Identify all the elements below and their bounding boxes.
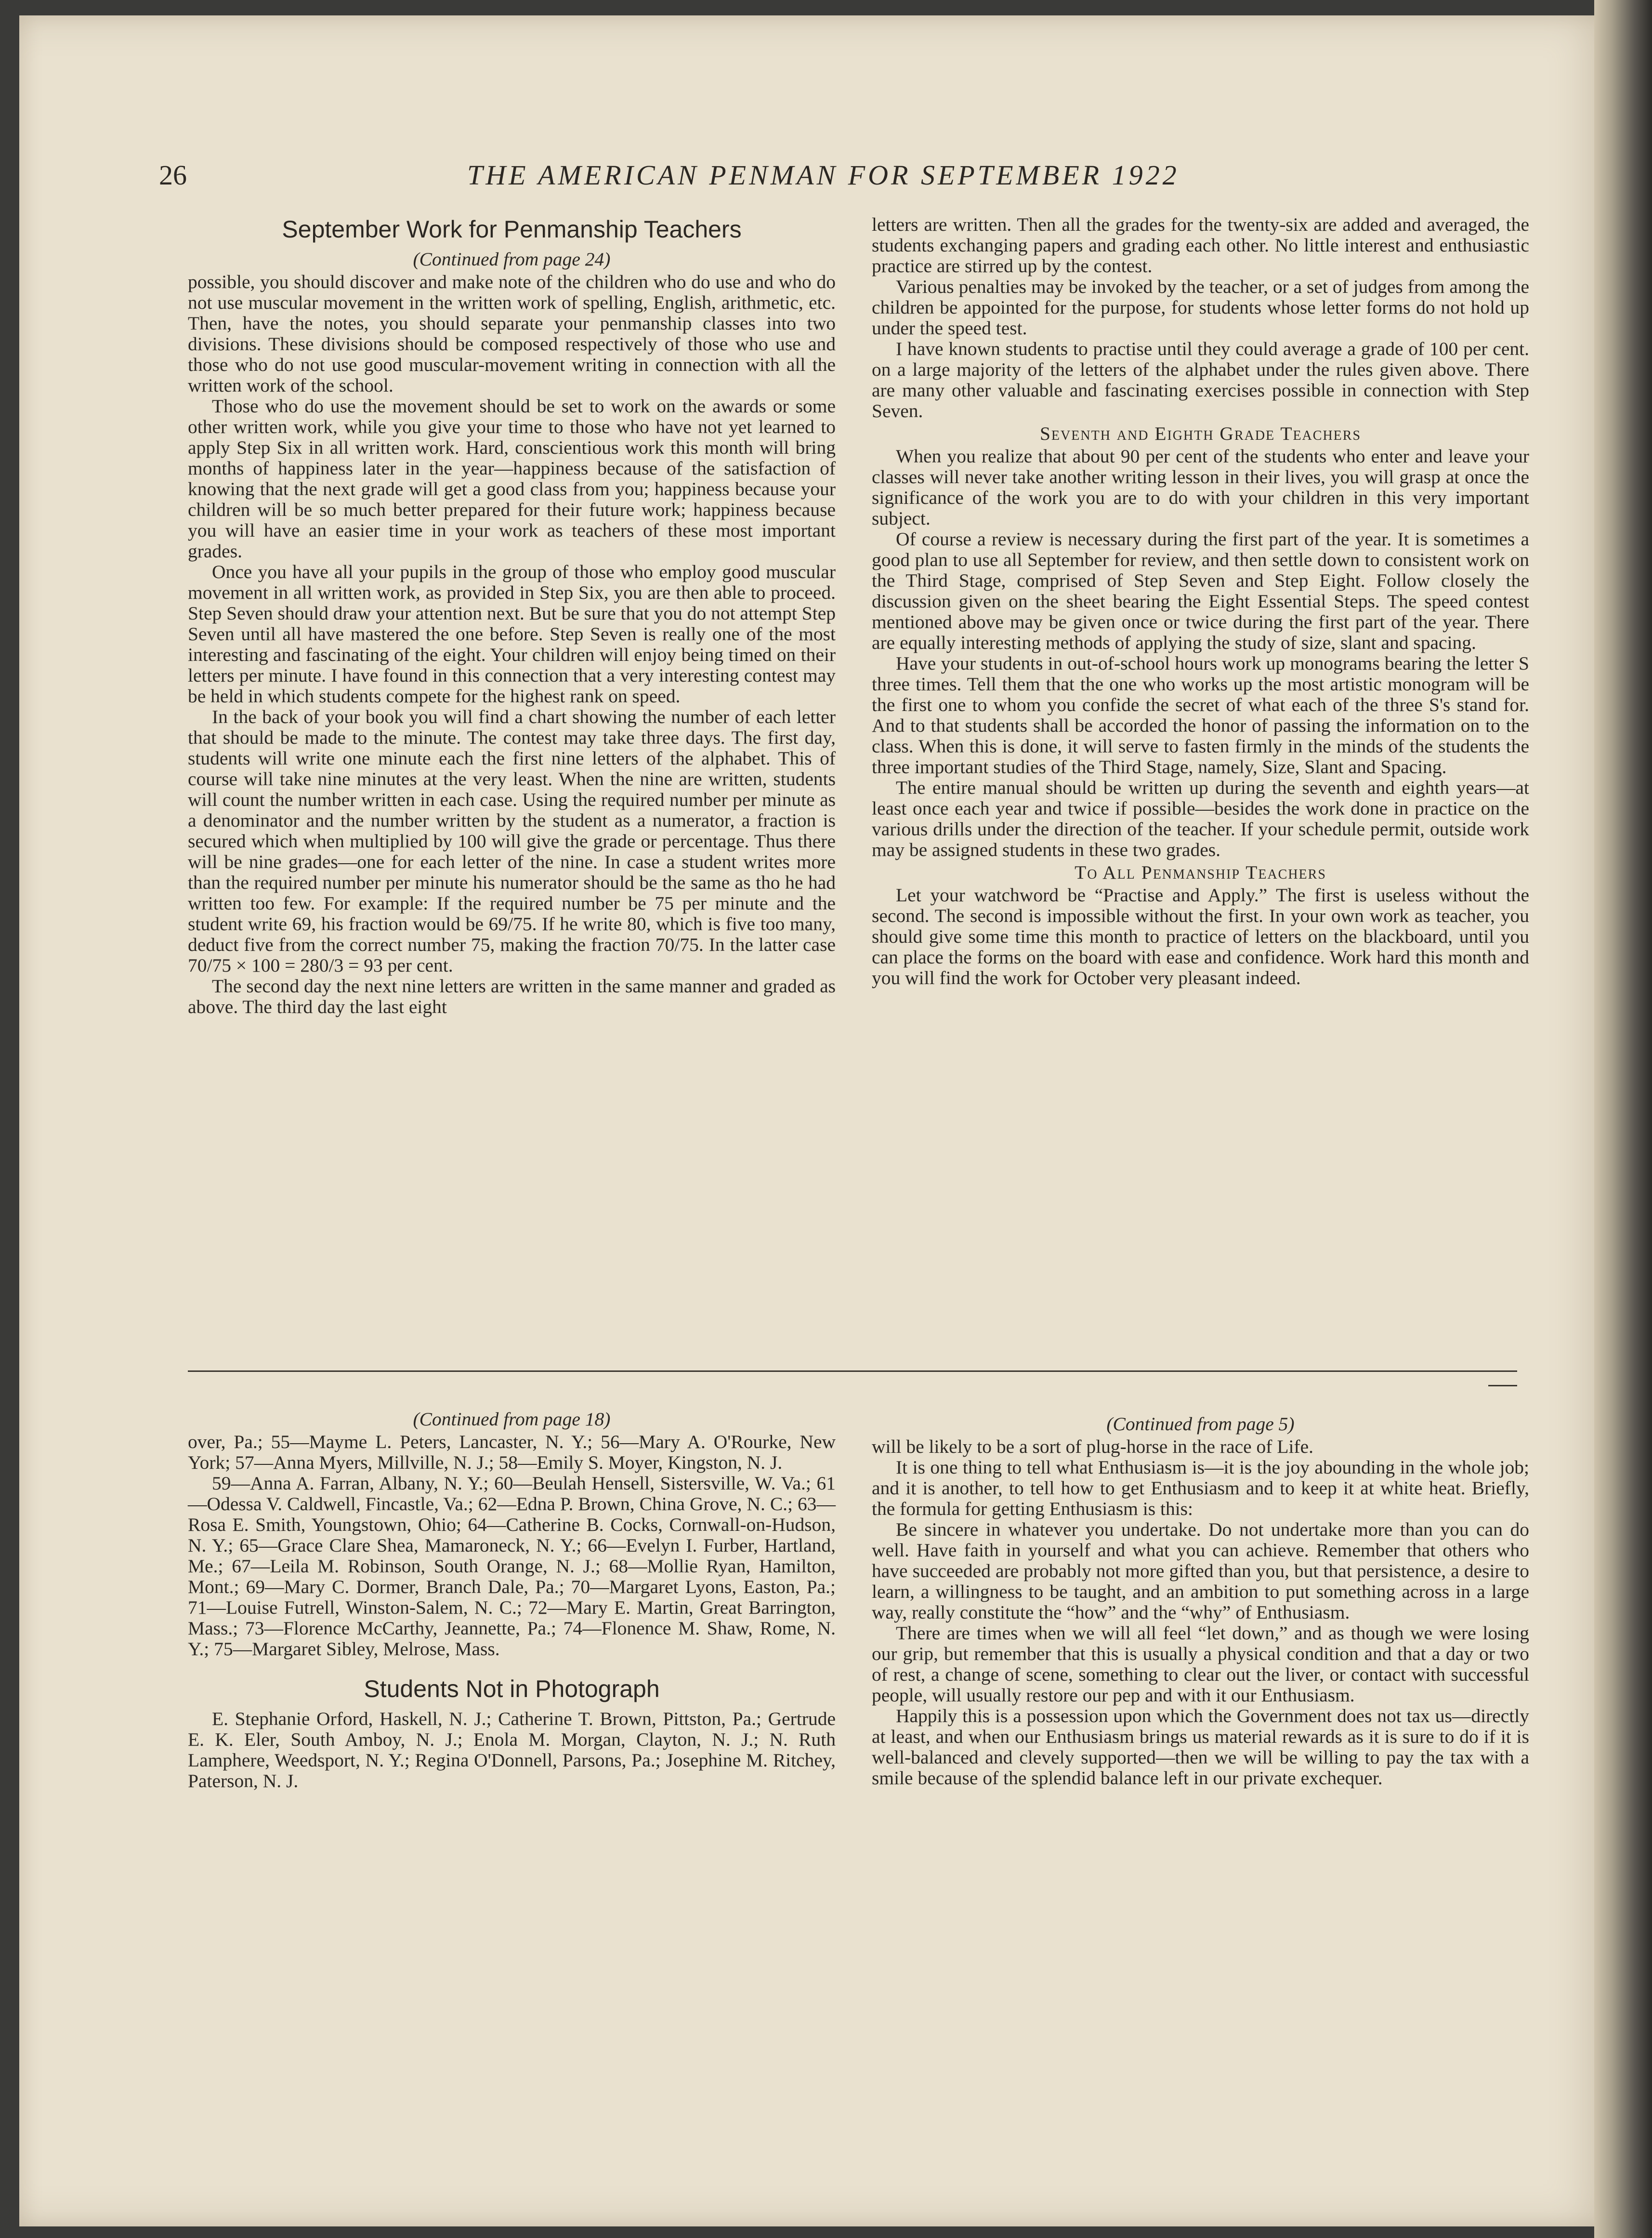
section-heading: Seventh and Eighth Grade Teachers bbox=[1039, 423, 1362, 444]
article2-subtitle: Students Not in Photograph bbox=[364, 1675, 660, 1702]
paragraph: Those who do use the movement should be set to work on the awards or some other written work, while you give your time to those who have not yet learned to apply Step Six in all written work. Hard, conscientious work this month will bring months of happiness later in the year—happiness because of the satisfaction of knowing that the next grade will get a good class from you; happiness because your children will be so much better prepared for their future work; happiness because you will have an easier time in your work as teachers of these most important grades. bbox=[188, 395, 836, 562]
paragraph: letters are written. Then all the grades for the twenty-six are added and averaged, the students exchanging papers and grading each other. No little interest and enthusiastic practice are stirred up by the contest. bbox=[872, 214, 1529, 276]
page-number: 26 bbox=[159, 159, 187, 191]
article3-continued: (Continued from page 5) bbox=[1106, 1413, 1295, 1435]
paragraph: will be likely to be a sort of plug-horse in the race of Life. bbox=[872, 1436, 1313, 1457]
paragraph: The entire manual should be written up during the seventh and eighth years—at least once each year and twice if possible—besides the work done in practice on the various drills under the direction of the teacher. If your schedule permit, outside work may be assigned students in these two grades. bbox=[872, 777, 1529, 860]
article3-column bbox=[872, 1414, 1529, 1789]
section-heading: To All Penmanship Teachers bbox=[1075, 862, 1326, 883]
page-header bbox=[159, 159, 1546, 197]
paragraph: Let your watchword be “Practise and Apply.” The first is useless without the second. The second is impossible without the first. In your own work as teacher, you should give some time this month to practice of letters on the blackboard, until you can place the forms on the board with ease and confidence. Work hard this month and you will find the work for October very pleasant indeed. bbox=[872, 884, 1529, 988]
article1-column-right bbox=[872, 214, 1529, 988]
paragraph: Happily this is a possession upon which the Government does not tax us—directly at least, and when our Enthusiasm brings us material rewards as it is sure to do if it is well-balanced and clevely supported—then we will be willing to pay the tax with a smile because of the splendid balance left in our private exchequer. bbox=[872, 1705, 1529, 1789]
paragraph: Various penalties may be invoked by the teacher, or a set of judges from among the children be appointed for the purpose, for students whose letter forms do not hold up under the speed test. bbox=[872, 276, 1529, 339]
article2-continued: (Continued from page 18) bbox=[413, 1409, 611, 1430]
book-binding bbox=[1594, 0, 1652, 2238]
article1-title: September Work for Penmanship Teachers bbox=[282, 216, 742, 243]
paragraph: E. Stephanie Orford, Haskell, N. J.; Catherine T. Brown, Pittston, Pa.; Gertrude E. K. Eler, South Amboy, N. J.; Enola M. Morgan, Clayton, N. J.; N. Ruth Lamphere, Weedsport, N. Y.; Regina O'Donnell, Parsons, Pa.; Josephine M. Ritchey, Paterson, N. J. bbox=[188, 1708, 836, 1791]
paragraph: Once you have all your pupils in the group of those who employ good muscular movement in all written work, as provided in Step Six, you are then able to proceed. Step Seven should draw your attention next. But be sure that you do not attempt Step Seven until all have mastered the one before. Step Seven is really one of the most interesting and fascinating of the eight. Your children will enjoy being timed on their letters per minute. I have found in this connection that a very interesting contest may be held in which students compete for the highest rank on speed. bbox=[188, 561, 836, 707]
paragraph: possible, you should discover and make note of the children who do use and who do not use muscular movement in the written work of spelling, English, arithmetic, etc. Then, have the notes, you should separate your penmanship classes into two divisions. These divisions should be composed respectively of those who use and those who do not use good muscular-movement writing in connection with all the written work of the school. bbox=[188, 271, 836, 396]
divider-rule-short bbox=[1488, 1385, 1517, 1386]
paragraph: There are times when we will all feel “let down,” and as though we were losing our grip, but remember that this is usually a physical condition and that a day or two of rest, a change of scene, something to clear out the liver, or contact with successful people, will usually restore our pep and with it our Enthusiasm. bbox=[872, 1622, 1529, 1706]
article1-continued: (Continued from page 24) bbox=[413, 249, 611, 270]
paragraph: The second day the next nine letters are written in the same manner and graded as above. The third day the last eight bbox=[188, 975, 836, 1017]
paragraph: I have known students to practise until they could average a grade of 100 per cent. on a large majority of the letters of the alphabet under the rules given above. There are many other valuable and fascinating exercises possible in connection with Step Seven. bbox=[872, 338, 1529, 421]
running-title: THE AMERICAN PENMAN FOR SEPTEMBER 1922 bbox=[467, 159, 1180, 191]
divider-rule bbox=[188, 1370, 1517, 1372]
paragraph: It is one thing to tell what Enthusiasm is—it is the joy abounding in the whole job; and it is another, to tell how to get Enthusiasm and to keep it at white heat. Briefly, the formula for getting Enthusiasm is this: bbox=[872, 1457, 1529, 1519]
paragraph: When you realize that about 90 per cent of the students who enter and leave your classes will never take another writing lesson in their lives, you will grasp at once the significance of the work you are to do with your children in this very important subject. bbox=[872, 446, 1529, 529]
article1-column-left bbox=[188, 214, 836, 1017]
paragraph: Be sincere in whatever you undertake. Do not undertake more than you can do well. Have faith in yourself and what you can achieve. Remember that others who have succeeded are probably not more gifted than you, but that persistence, a desire to learn, a willingness to be taught, and an ambition to put something across in a large way, really constitute the “how” and the “why” of Enthusiasm. bbox=[872, 1519, 1529, 1623]
paragraph: Of course a review is necessary during the first part of the year. It is sometimes a good plan to use all September for review, and then settle down to consistent work on the Third Stage, comprised of Step Seven and Step Eight. Follow closely the discussion given on the sheet bearing the Eight Essential Steps. The speed contest mentioned above may be given once or twice during the first part of the year. There are equally interesting methods of applying the study of size, slant and spacing. bbox=[872, 528, 1529, 653]
paragraph: Have your students in out-of-school hours work up monograms bearing the letter S three times. Tell them that the one who works up the most artistic monogram will be the first one to whom you confide the secret of what each of the three S's stand for. And to that students shall be accorded the honor of passing the information on to the class. When this is done, it will serve to fasten firmly in the minds of the students the three important studies of the Third Stage, namely, Size, Slant and Spacing. bbox=[872, 653, 1529, 777]
paragraph: In the back of your book you will find a chart showing the number of each letter that should be made to the minute. The contest may take three days. The first day, students will write one minute each the first nine letters of the alphabet. This of course will take nine minutes at the very least. When the nine are written, students will count the number written in each case. Using the required number per minute as a denominator and the number written by the student as a numerator, a fraction is secured which when multiplied by 100 will give the grade or percentage. Thus there will be nine grades—one for each letter of the nine. In case a student writes more than the required number per minute his numerator should be the same as tho he had written too few. For example: If the required number be 75 per minute and the student write 69, his fraction would be 69/75. If he write 80, which is five too many, deduct five from the correct number 75, making the fraction 70/75. In the latter case 70/75 × 100 = 280/3 = 93 per cent. bbox=[188, 706, 836, 976]
article2-column bbox=[188, 1409, 836, 1791]
paragraph: over, Pa.; 55—Mayme L. Peters, Lancaster, N. Y.; 56—Mary A. O'Rourke, New York; 57—Anna Myers, Millville, N. J.; 58—Emily S. Moyer, Kingston, N. J. bbox=[188, 1431, 836, 1473]
paragraph: 59—Anna A. Farran, Albany, N. Y.; 60—Beulah Hensell, Sistersville, W. Va.; 61—Odessa V. Caldwell, Fincastle, Va.; 62—Edna P. Brown, China Grove, N. C.; 63—Rosa E. Smith, Youngstown, Ohio; 64—Catherine B. Cocks, Cornwall-on-Hudson, N. Y.; 65—Grace Clare Shea, Mamaroneck, N. Y.; 66—Evelyn I. Furber, Hartland, Me.; 67—Leila M. Robinson, South Orange, N. J.; 68—Mollie Ryan, Hamilton, Mont.; 69—Mary C. Dormer, Branch Dale, Pa.; 70—Margaret Lyons, Easton, Pa.; 71—Louise Futrell, Winston-Salem, N. C.; 72—Mary E. Martin, Great Barrington, Mass.; 73—Florence McCarthy, Jeannette, Pa.; 74—Flonence M. Shaw, Rome, N. Y.; 75—Margaret Sibley, Melrose, Mass. bbox=[188, 1473, 836, 1659]
